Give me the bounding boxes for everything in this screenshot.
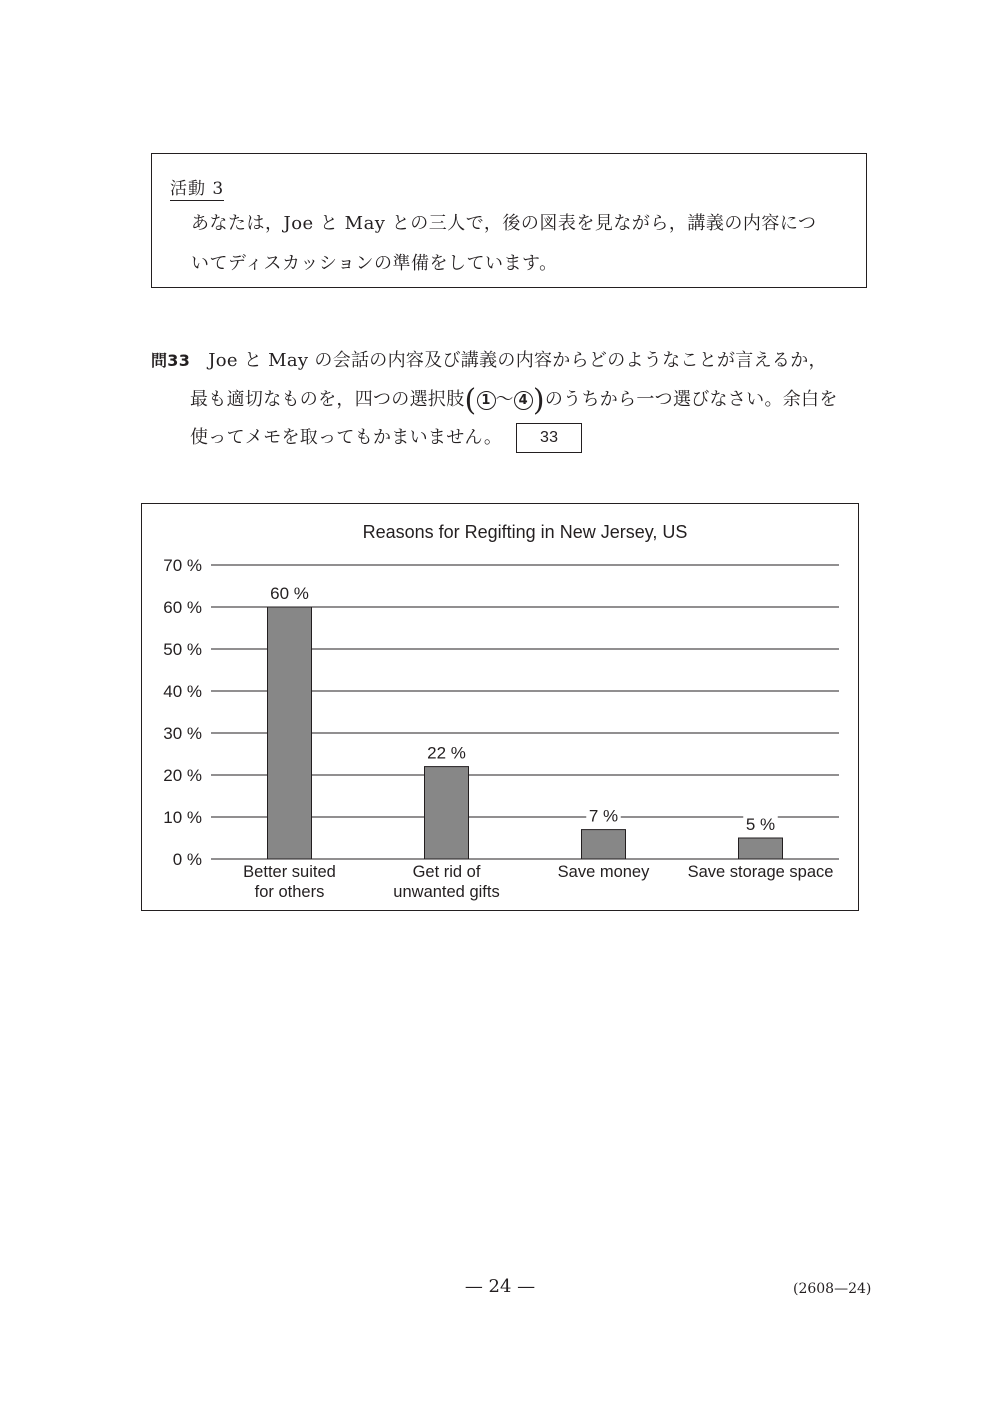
- choice-tilde: ～: [495, 389, 514, 410]
- y-tick-label: 20 %: [163, 766, 202, 785]
- bar-value-label: 22 %: [427, 743, 466, 763]
- x-tick-label: Better suited: [243, 863, 336, 881]
- y-tick-label: 60 %: [163, 598, 202, 617]
- question-text-3: のうちから一つ選びなさい。余白を: [544, 389, 838, 410]
- question-text-1: Joe と May の会話の内容及び講義の内容からどのようなことが言えるか，: [208, 350, 827, 371]
- bar-chart: [142, 504, 858, 910]
- activity-box: [151, 153, 867, 288]
- paren-open: (: [464, 383, 477, 418]
- y-tick-label: 50 %: [163, 640, 202, 659]
- question-line-3: [190, 423, 582, 453]
- question-line-2: [190, 383, 838, 418]
- x-tick-label: Save storage space: [687, 863, 834, 881]
- paren-close: ): [532, 383, 545, 418]
- page-code: (2608—24): [793, 1281, 872, 1297]
- y-tick-label: 0 %: [172, 850, 202, 869]
- activity-label: 活動 3: [170, 174, 224, 201]
- y-tick-label: 10 %: [163, 808, 202, 827]
- question-line-1: [151, 346, 827, 372]
- activity-text-line-1: あなたは，Joe と May との三人で，後の図表を見ながら，講義の内容につ: [191, 213, 817, 234]
- question-number: 問33: [151, 351, 191, 370]
- x-tick-label: for others: [254, 883, 325, 901]
- bar-2: [425, 767, 469, 859]
- question-text-4: 使ってメモを取ってもかまいません。: [190, 427, 503, 448]
- y-tick-label: 40 %: [163, 682, 202, 701]
- bar-3: [582, 830, 626, 859]
- y-tick-label: 70 %: [163, 556, 202, 575]
- bar-1: [268, 607, 312, 859]
- choice-last-badge: 4: [514, 391, 533, 410]
- question-text-2: 最も適切なものを，四つの選択肢: [190, 389, 465, 410]
- x-tick-label: Get rid of: [412, 863, 481, 881]
- page-number: — 24 —: [464, 1276, 536, 1297]
- answer-box: 33: [516, 423, 582, 453]
- activity-text-line-2: いてディスカッションの準備をしています。: [191, 253, 558, 274]
- bar-value-label: 60 %: [270, 584, 309, 603]
- chart-frame: [141, 503, 859, 911]
- chart-title: Reasons for Regifting in New Jersey, US: [362, 522, 688, 542]
- choice-first-badge: 1: [477, 391, 496, 410]
- bar-4: [739, 838, 783, 859]
- bar-value-label: 5 %: [745, 815, 776, 834]
- y-tick-label: 30 %: [163, 724, 202, 743]
- x-tick-label: unwanted gifts: [393, 883, 500, 901]
- bar-value-label: 7 %: [588, 806, 619, 826]
- x-tick-label: Save money: [557, 863, 650, 881]
